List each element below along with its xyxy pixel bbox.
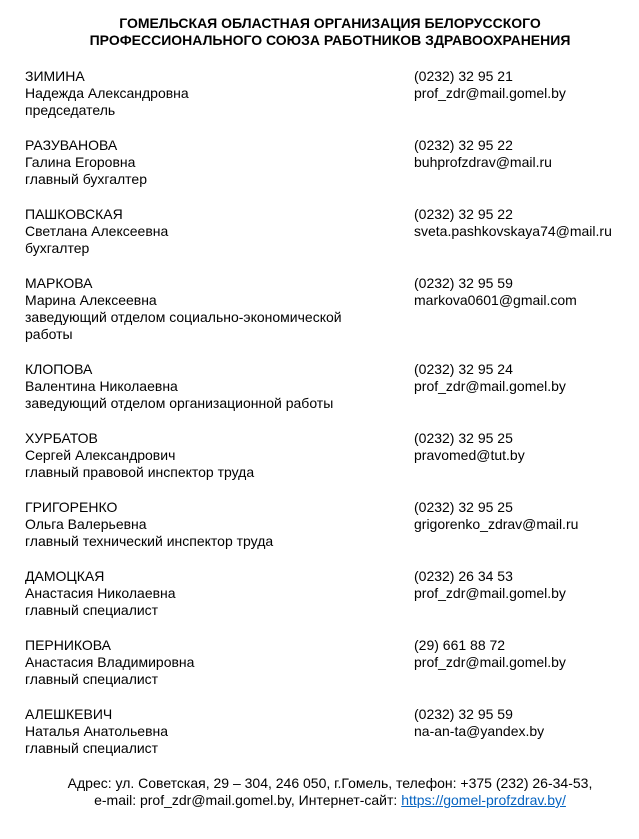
footer bbox=[0, 775, 639, 809]
staff-info bbox=[25, 206, 385, 257]
staff-position: заведующий отделом социально-экономической работы bbox=[25, 309, 342, 342]
staff-email: prof_zdr@mail.gomel.by bbox=[414, 85, 566, 101]
staff-phone: (0232) 32 95 25 bbox=[414, 499, 513, 515]
staff-entry bbox=[25, 206, 635, 275]
staff-email: sveta.pashkovskaya74@mail.ru bbox=[414, 223, 612, 239]
title-line-1: ГОМЕЛЬСКАЯ ОБЛАСТНАЯ ОРГАНИЗАЦИЯ БЕЛОРУССКОГО bbox=[119, 15, 541, 31]
website-link[interactable]: https://gomel-profzdrav.by/ bbox=[401, 792, 566, 808]
staff-info bbox=[25, 137, 385, 188]
staff-phone: (0232) 32 95 24 bbox=[414, 361, 513, 377]
staff-phone: (0232) 32 95 22 bbox=[414, 137, 513, 153]
staff-surname: ДАМОЦКАЯ bbox=[25, 568, 105, 584]
staff-surname: ГРИГОРЕНКО bbox=[25, 499, 118, 515]
staff-entry bbox=[25, 430, 635, 499]
staff-email: pravomed@tut.by bbox=[414, 447, 525, 463]
staff-name: Наталья Анатольевна bbox=[25, 723, 169, 739]
staff-phone: (0232) 32 95 21 bbox=[414, 68, 513, 84]
staff-position: главный специалист bbox=[25, 671, 159, 687]
staff-info bbox=[25, 430, 385, 481]
staff-surname: АЛЕШКЕВИЧ bbox=[25, 706, 113, 722]
staff-name: Анастасия Владимировна bbox=[25, 654, 195, 670]
staff-position: главный специалист bbox=[25, 602, 159, 618]
staff-phone: (29) 661 88 72 bbox=[414, 637, 506, 653]
staff-name: Валентина Николаевна bbox=[25, 378, 178, 394]
staff-name: Надежда Александровна bbox=[25, 85, 189, 101]
staff-contacts bbox=[414, 137, 639, 171]
staff-email: markova0601@gmail.com bbox=[414, 292, 577, 308]
staff-surname: ХУРБАТОВ bbox=[25, 430, 98, 446]
staff-surname: ЗИМИНА bbox=[25, 68, 85, 84]
staff-info bbox=[25, 706, 385, 757]
staff-email: grigorenko_zdrav@mail.ru bbox=[414, 516, 579, 532]
staff-email: prof_zdr@mail.gomel.by bbox=[414, 654, 566, 670]
staff-entry bbox=[25, 499, 635, 568]
staff-info bbox=[25, 499, 385, 550]
staff-entry bbox=[25, 706, 635, 775]
staff-phone: (0232) 32 95 25 bbox=[414, 430, 513, 446]
staff-position: заведующий отделом организационной работы bbox=[25, 395, 334, 411]
staff-info bbox=[25, 361, 385, 412]
staff-position: председатель bbox=[25, 102, 116, 118]
staff-entry bbox=[25, 361, 635, 430]
staff-contacts bbox=[414, 361, 639, 395]
staff-info bbox=[25, 275, 385, 343]
staff-name: Светлана Алексеевна bbox=[25, 223, 169, 239]
staff-name: Ольга Валерьевна bbox=[25, 516, 147, 532]
staff-info bbox=[25, 568, 385, 619]
footer-email: e-mail: prof_zdr@mail.gomel.by, Интернет-сайт: bbox=[94, 792, 398, 808]
staff-contacts bbox=[414, 568, 639, 602]
title-line-2: ПРОФЕССИОНАЛЬНОГО СОЮЗА РАБОТНИКОВ ЗДРАВООХРАНЕНИЯ bbox=[89, 32, 571, 48]
staff-entry bbox=[25, 68, 635, 137]
staff-contacts bbox=[414, 275, 639, 309]
staff-email: na-an-ta@yandex.by bbox=[414, 723, 545, 739]
staff-surname: ПАШКОВСКАЯ bbox=[25, 206, 123, 222]
staff-surname: РАЗУВАНОВА bbox=[25, 137, 118, 153]
staff-name: Галина Егоровна bbox=[25, 154, 136, 170]
staff-phone: (0232) 26 34 53 bbox=[414, 568, 513, 584]
staff-position: главный правовой инспектор труда bbox=[25, 464, 255, 480]
staff-contacts bbox=[414, 206, 639, 240]
staff-position: главный специалист bbox=[25, 740, 159, 756]
staff-entry bbox=[25, 568, 635, 637]
staff-info bbox=[25, 637, 385, 688]
staff-email: prof_zdr@mail.gomel.by bbox=[414, 585, 566, 601]
staff-name: Сергей Александрович bbox=[25, 447, 176, 463]
staff-name: Анастасия Николаевна bbox=[25, 585, 176, 601]
staff-surname: ПЕРНИКОВА bbox=[25, 637, 112, 653]
staff-entry bbox=[25, 137, 635, 206]
footer-contacts bbox=[0, 792, 639, 809]
staff-info bbox=[25, 68, 385, 119]
page-title bbox=[0, 15, 639, 49]
staff-position: главный технический инспектор труда bbox=[25, 533, 274, 549]
staff-entry bbox=[25, 275, 635, 361]
staff-contacts bbox=[414, 68, 639, 102]
staff-phone: (0232) 32 95 59 bbox=[414, 275, 513, 291]
staff-email: prof_zdr@mail.gomel.by bbox=[414, 378, 566, 394]
staff-surname: КЛОПОВА bbox=[25, 361, 93, 377]
staff-email: buhprofzdrav@mail.ru bbox=[414, 154, 552, 170]
staff-position: бухгалтер bbox=[25, 240, 90, 256]
staff-name: Марина Алексеевна bbox=[25, 292, 157, 308]
staff-contacts bbox=[414, 637, 639, 671]
staff-phone: (0232) 32 95 59 bbox=[414, 706, 513, 722]
staff-position: главный бухгалтер bbox=[25, 171, 147, 187]
staff-contacts bbox=[414, 430, 639, 464]
staff-list bbox=[25, 68, 635, 775]
staff-entry bbox=[25, 637, 635, 706]
footer-address: Адрес: ул. Советская, 29 – 304, 246 050, г.Гомель, телефон: +375 (232) 26-34-53, bbox=[67, 775, 593, 791]
staff-phone: (0232) 32 95 22 bbox=[414, 206, 513, 222]
staff-surname: МАРКОВА bbox=[25, 275, 93, 291]
staff-contacts bbox=[414, 706, 639, 740]
staff-contacts bbox=[414, 499, 639, 533]
